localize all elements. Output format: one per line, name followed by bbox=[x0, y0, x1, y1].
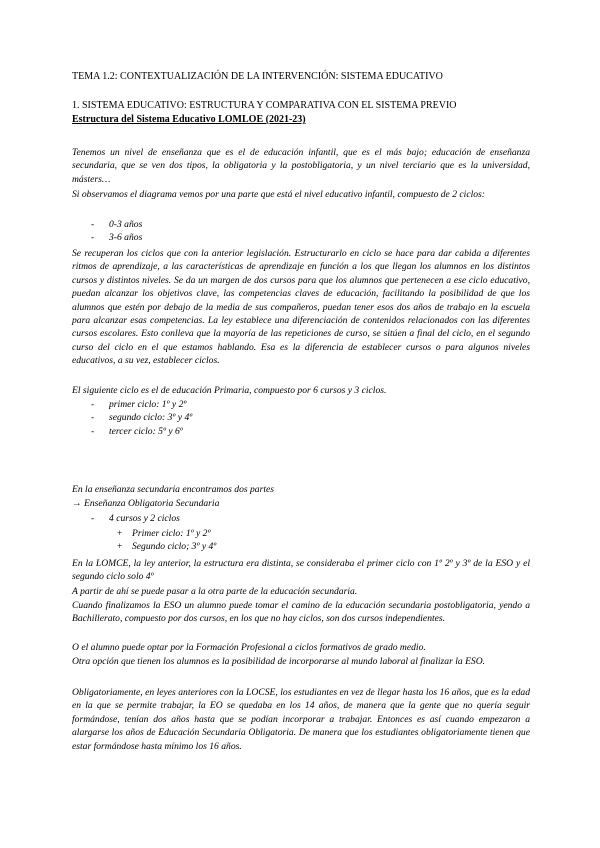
paragraph-partir: A partir de ahí se puede pasar a la otra parte de la educación secundaria. bbox=[72, 586, 358, 597]
list-item: - tercer ciclo: 5º y 6º bbox=[72, 425, 530, 438]
eso-sublist bbox=[72, 527, 530, 554]
paragraph-ciclos: Se recuperan los ciclos que con la anterior legislación. Estructurarlo en ciclo se hace para dar cabida a diferentes ritmos de aprendizaje, a las características de aprendizaje en función a los que llegan los alumnos en los distintos cursos y distintos niveles. Se da un margen de dos cursos para que los alumnos que pertenecen a ese ciclo educativo, puedan alcanzar los objetivos clave, las competencias claves de educación, facilitando la posibilidad de que los alumnos que estén por debajo de la media de sus compañeros, puedan tener esos dos años de trabajo en la escuela para alcanzar esas competencias. La ley establece una diferenciación de contenidos relacionados con las diferentes cursos escolares. Esto conlleva que la mayoría de las repeticiones de curso, se sitúen a final del ciclo, en el segundo curso del ciclo en el que estamos hablando. Esa es la diferencia de establecer cursos o para algunos niveles educativos, a su vez, establecer ciclos. bbox=[72, 248, 530, 367]
list-item: - primer ciclo: 1º y 2º bbox=[72, 398, 530, 411]
list-item: - 0-3 años bbox=[72, 218, 530, 231]
paragraph-fp: O el alumno puede optar por la Formación Profesional a ciclos formativos de grado medio. bbox=[72, 642, 426, 653]
list-item: + Primer ciclo: 1º y 2º bbox=[72, 527, 530, 540]
paragraph-lomce: En la LOMCE, la ley anterior, la estructura era distinta, se consideraba el primer ciclo con 1º 2º y 3º de la ESO y el segundo ciclo solo 4º bbox=[72, 558, 530, 583]
infantil-list bbox=[72, 218, 530, 245]
paragraph-infantil: Si observamos el diagrama vemos por una parte que está el nivel educativo infantil, compuesto de 2 ciclos: bbox=[72, 189, 485, 200]
document-heading: TEMA 1.2: CONTEXTUALIZACIÓN DE LA INTERVENCIÓN: SISTEMA EDUCATIVO bbox=[72, 71, 443, 82]
primaria-list bbox=[72, 398, 530, 438]
section-heading: 1. SISTEMA EDUCATIVO: ESTRUCTURA Y COMPARATIVA CON EL SISTEMA PREVIO bbox=[72, 100, 457, 111]
list-item: - segundo ciclo: 3º y 4º bbox=[72, 411, 530, 424]
paragraph-bachillerato: Cuando finalizamos la ESO un alumno puede tomar el camino de la educación secundaria postobligatoria, yendo a Bachillerato, compuesto por dos cursos, en los que no hay ciclos, son dos cursos independientes. bbox=[72, 600, 530, 625]
paragraph-eso-arrow: → Enseñanza Obligatoria Secundaria bbox=[72, 498, 220, 509]
section-subheading: Estructura del Sistema Educativo LOMLOE (2021-23) bbox=[72, 114, 306, 125]
paragraph-primaria: El siguiente ciclo es el de educación Primaria, compuesto por 6 cursos y 3 ciclos. bbox=[72, 385, 387, 396]
paragraph-laboral: Otra opción que tienen los alumnos es la posibilidad de incorporarse al mundo laboral al finalizar la ESO. bbox=[72, 656, 486, 667]
eso-list bbox=[72, 512, 530, 525]
list-item: - 4 cursos y 2 ciclos bbox=[72, 512, 530, 525]
list-item: - 3-6 años bbox=[72, 231, 530, 244]
paragraph-secundaria: En la enseñanza secundaria encontramos dos partes bbox=[72, 484, 274, 495]
paragraph-locse: Obligatoriamente, en leyes anteriores con la LOCSE, los estudiantes en vez de llegar hasta los 16 años, que es la edad en la que se permite trabajar, la EO se quedaba en los 14 años, de manera que la gente que no quería seguir formándose, tenían dos años hasta que se podían incorporar a trabajar. Entonces es así cuando empezaron a alargarse los años de Educación Secundaria Obligatoria. De manera que los estudiantes obligatoriamente tienen que estar formándose hasta mínimo los 16 años. bbox=[72, 687, 530, 752]
list-item: + Segundo ciclo; 3º y 4º bbox=[72, 540, 530, 553]
paragraph-intro: Tenemos un nivel de enseñanza que es el de educación infantil, que es el más bajo; educación de enseñanza secundaria, que se ven dos tipos, la obligatoria y la postobligatoria, y un nivel terciario que es la universidad, másters… bbox=[72, 147, 530, 185]
